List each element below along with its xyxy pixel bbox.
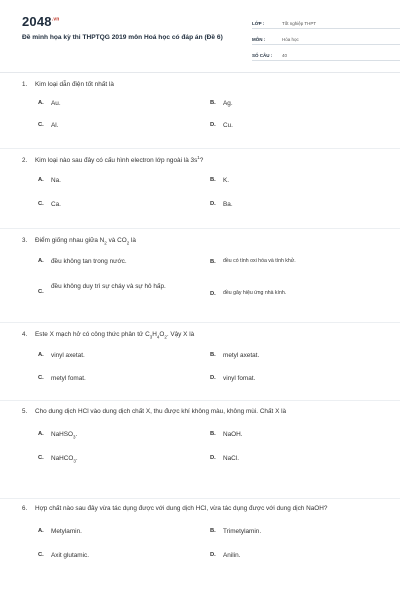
question-3 [22,236,382,316]
option-d[interactable]: D. vinyl fomat. [210,375,256,383]
question-4 [22,330,382,388]
option-d[interactable]: D. đều gây hiệu ứng nhà kính. [210,290,287,298]
question-5 [22,407,382,471]
option-a[interactable]: A. Na. [38,177,61,185]
question-text: Điểm giống nhau giữa $N_2$ và $CO_2$ là [35,237,136,246]
question-number: 5. [22,408,28,415]
question-divider [0,148,400,149]
option-a[interactable]: A. vinyl axetat. [38,352,85,360]
site-logo[interactable] [22,14,60,29]
question-stem [22,80,382,90]
logo-suffix: .vn [51,16,60,23]
question-text: Este X mạch hở có công thức phân tử $C_3H_4O_2$. Vậy X là [35,331,195,340]
option-a[interactable]: A. Au. [38,100,61,108]
question-divider [0,400,400,401]
meta-row-count [252,46,400,61]
question-divider [0,498,400,499]
meta-value: Tốt nghiệp THPT [282,21,317,26]
question-text: Cho dung dịch HCl vào dung dịch chất X, thu được khí không màu, không mùi. Chất X là [35,408,287,415]
question-number: 6. [22,505,28,512]
option-b[interactable]: B. Trimetylamin. [210,528,262,536]
option-c[interactable]: C. metyl fomat. [38,375,86,383]
option-c[interactable]: C. Axit glutamic. [38,552,90,560]
option-b[interactable]: B. NaOH. [210,431,243,439]
question-stem [22,156,382,166]
option-d[interactable]: D. NaCl. [210,455,239,463]
question-number: 1. [22,81,28,88]
logo-text: 2048 [22,14,52,29]
question-text: Kim loại dẫn điện tốt nhất là [35,81,114,88]
question-number: 2. [22,157,28,164]
meta-value: 40 [282,53,288,58]
option-c[interactable]: C. đều không duy trì sự cháy và sự hô hấp. [38,283,166,296]
question-stem [22,504,382,514]
question-text: Kim loại nào sau đây có cấu hình electron lớp ngoài là $3s^1$? [35,154,204,164]
question-number: 3. [22,237,28,244]
meta-info [252,14,400,62]
meta-row-subject [252,30,400,45]
question-6 [22,504,382,572]
meta-value: Hóa học [282,37,299,42]
question-divider [0,228,400,229]
option-d[interactable]: D. Ba. [210,201,233,209]
option-a[interactable]: A. NaHSO$_3$. [38,431,78,440]
option-b[interactable]: B. K. [210,177,230,185]
option-b[interactable]: B. Ag. [210,100,233,108]
question-1 [22,80,382,138]
option-b[interactable]: B. đều có tính oxi hóa và tính khử. [210,258,296,266]
question-2 [22,156,382,214]
option-a[interactable]: A. đều không tan trong nước. [38,258,127,266]
meta-row-class [252,14,400,29]
meta-label: SỐ CÂU : [252,53,273,58]
question-stem [22,330,382,340]
option-c[interactable]: C. NaHCO$_3$. [38,455,78,464]
question-number: 4. [22,331,28,338]
option-c[interactable]: C. Ca. [38,201,61,209]
document-header [22,14,382,66]
question-text: Hợp chất nào sau đây vừa tác dụng được với dung dịch HCl, vừa tác dụng được với dung dịch NaOH? [35,505,328,512]
meta-label: MÔN : [252,37,266,42]
option-a[interactable]: A. Metylamin. [38,528,82,536]
question-stem [22,407,382,417]
meta-label: LỚP : [252,21,265,26]
option-b[interactable]: B. metyl axetat. [210,352,260,360]
document-title: Đề minh họa kỳ thi THPTQG 2019 môn Hoá học có đáp án (Đề 6) [22,34,223,41]
question-stem [22,236,382,246]
option-c[interactable]: C. Al. [38,122,59,130]
option-d[interactable]: D. Cu. [210,122,233,130]
question-divider [0,322,400,323]
option-d[interactable]: D. Anilin. [210,552,241,560]
header-divider [0,72,400,73]
